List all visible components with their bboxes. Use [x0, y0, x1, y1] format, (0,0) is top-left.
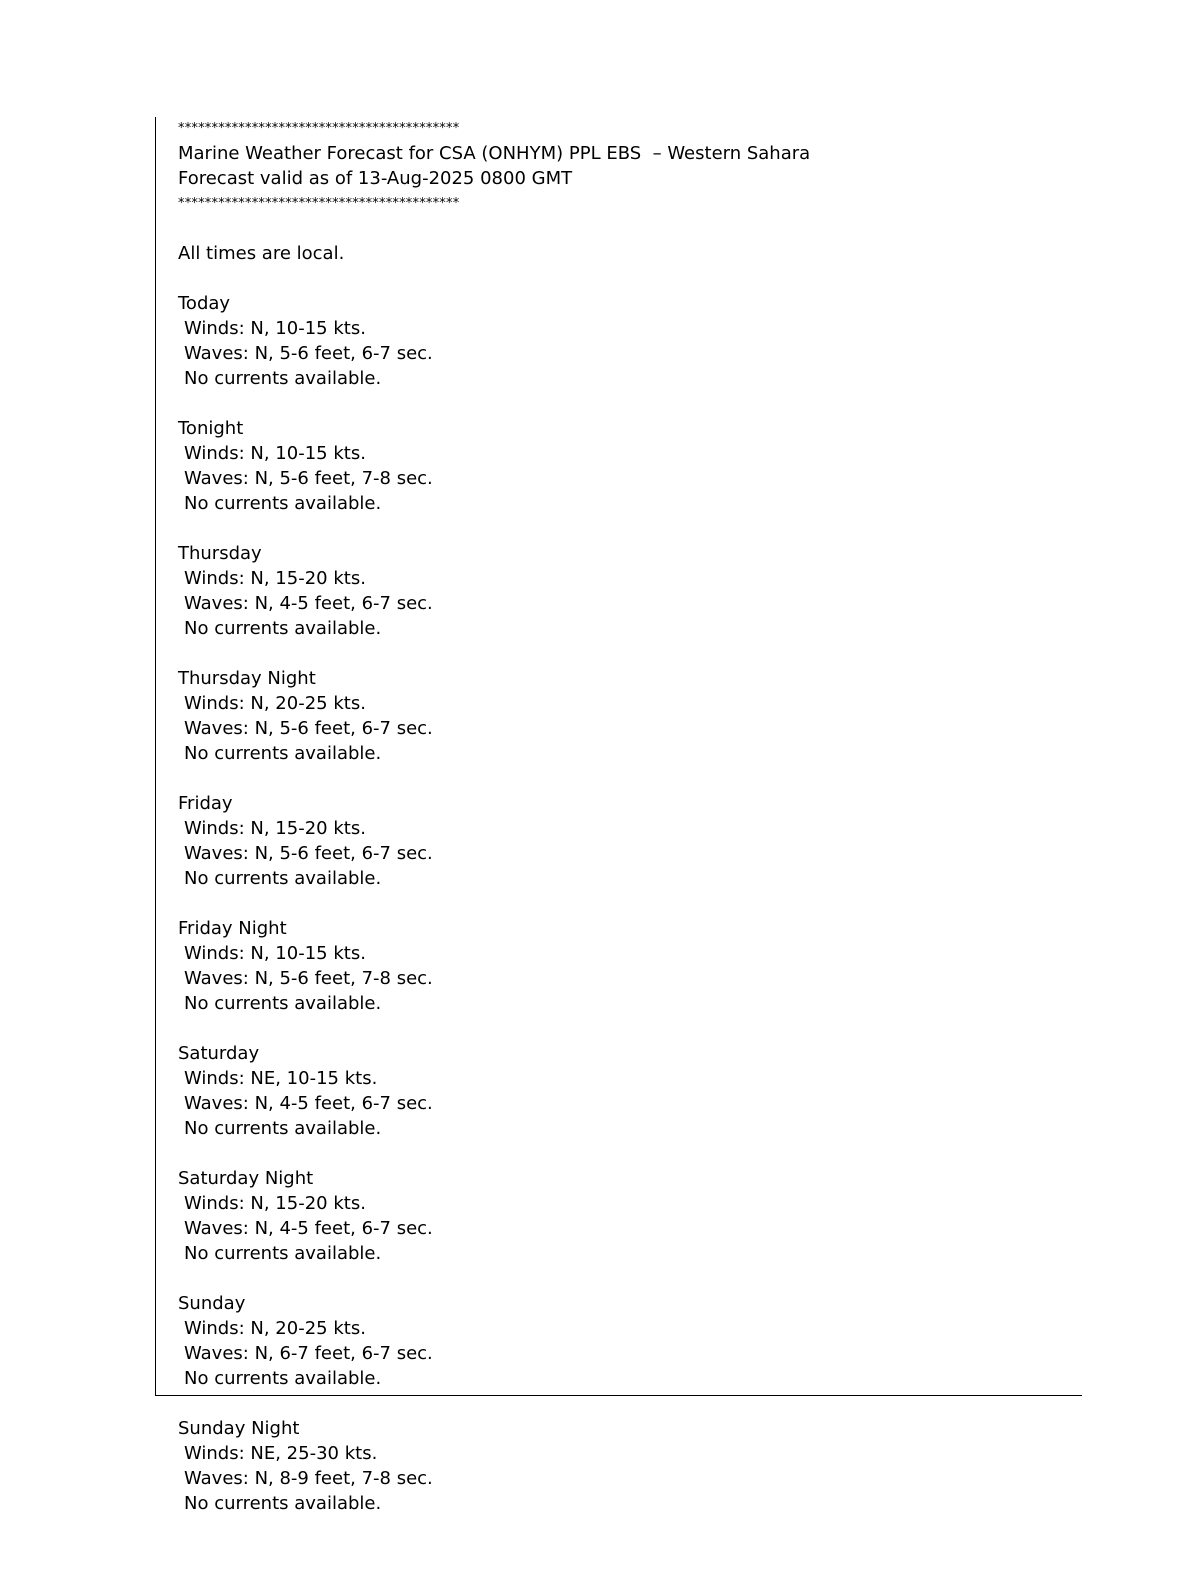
- period-waves: Waves: N, 6-7 feet, 6-7 sec.: [184, 1343, 433, 1364]
- forecast-title: Marine Weather Forecast for CSA (ONHYM) PPL EBS – Western Sahara: [178, 143, 811, 164]
- period-name: Sunday Night: [178, 1418, 300, 1439]
- period-winds: Winds: N, 20-25 kts.: [184, 693, 366, 714]
- period-currents: No currents available.: [184, 493, 382, 514]
- forecast-period: [178, 1166, 1058, 1266]
- forecast-period: [178, 791, 1058, 891]
- period-winds: Winds: N, 15-20 kts.: [184, 818, 366, 839]
- forecast-periods: [178, 291, 1058, 1516]
- period-name: Friday Night: [178, 918, 287, 939]
- period-currents: No currents available.: [184, 743, 382, 764]
- period-currents: No currents available.: [184, 1368, 382, 1389]
- period-waves: Waves: N, 5-6 feet, 7-8 sec.: [184, 468, 433, 489]
- forecast-content: [178, 116, 1058, 1516]
- period-waves: Waves: N, 4-5 feet, 6-7 sec.: [184, 1093, 433, 1114]
- forecast-period: [178, 1291, 1058, 1391]
- spacer: [178, 216, 1058, 241]
- period-winds: Winds: N, 10-15 kts.: [184, 943, 366, 964]
- header-stars-top: ******************************************: [178, 121, 460, 136]
- period-waves: Waves: N, 5-6 feet, 7-8 sec.: [184, 968, 433, 989]
- period-winds: Winds: N, 10-15 kts.: [184, 443, 366, 464]
- period-currents: No currents available.: [184, 1243, 382, 1264]
- period-name: Saturday: [178, 1043, 260, 1064]
- period-name: Today: [178, 293, 231, 314]
- period-waves: Waves: N, 4-5 feet, 6-7 sec.: [184, 593, 433, 614]
- left-border-line: [155, 117, 156, 1396]
- period-currents: No currents available.: [184, 618, 382, 639]
- period-name: Saturday Night: [178, 1168, 314, 1189]
- period-waves: Waves: N, 8-9 feet, 7-8 sec.: [184, 1468, 433, 1489]
- header-stars-bottom: ******************************************: [178, 196, 460, 211]
- forecast-valid-time: Forecast valid as of 13-Aug-2025 0800 GMT: [178, 168, 573, 189]
- forecast-period: [178, 916, 1058, 1016]
- period-waves: Waves: N, 4-5 feet, 6-7 sec.: [184, 1218, 433, 1239]
- period-name: Friday: [178, 793, 233, 814]
- period-winds: Winds: N, 10-15 kts.: [184, 318, 366, 339]
- period-currents: No currents available.: [184, 993, 382, 1014]
- period-currents: No currents available.: [184, 868, 382, 889]
- period-waves: Waves: N, 5-6 feet, 6-7 sec.: [184, 843, 433, 864]
- period-currents: No currents available.: [184, 1493, 382, 1514]
- period-winds: Winds: N, 20-25 kts.: [184, 1318, 366, 1339]
- forecast-period: [178, 1041, 1058, 1141]
- period-waves: Waves: N, 5-6 feet, 6-7 sec.: [184, 718, 433, 739]
- period-currents: No currents available.: [184, 1118, 382, 1139]
- period-winds: Winds: NE, 25-30 kts.: [184, 1443, 378, 1464]
- period-waves: Waves: N, 5-6 feet, 6-7 sec.: [184, 343, 433, 364]
- period-winds: Winds: NE, 10-15 kts.: [184, 1068, 378, 1089]
- forecast-period: [178, 666, 1058, 766]
- period-winds: Winds: N, 15-20 kts.: [184, 568, 366, 589]
- period-currents: No currents available.: [184, 368, 382, 389]
- forecast-period: [178, 291, 1058, 391]
- period-name: Thursday Night: [178, 668, 316, 689]
- forecast-period: [178, 1416, 1058, 1516]
- forecast-period: [178, 416, 1058, 516]
- time-note: All times are local.: [178, 243, 345, 264]
- period-name: Tonight: [178, 418, 244, 439]
- period-name: Sunday: [178, 1293, 246, 1314]
- forecast-period: [178, 541, 1058, 641]
- period-winds: Winds: N, 15-20 kts.: [184, 1193, 366, 1214]
- period-name: Thursday: [178, 543, 262, 564]
